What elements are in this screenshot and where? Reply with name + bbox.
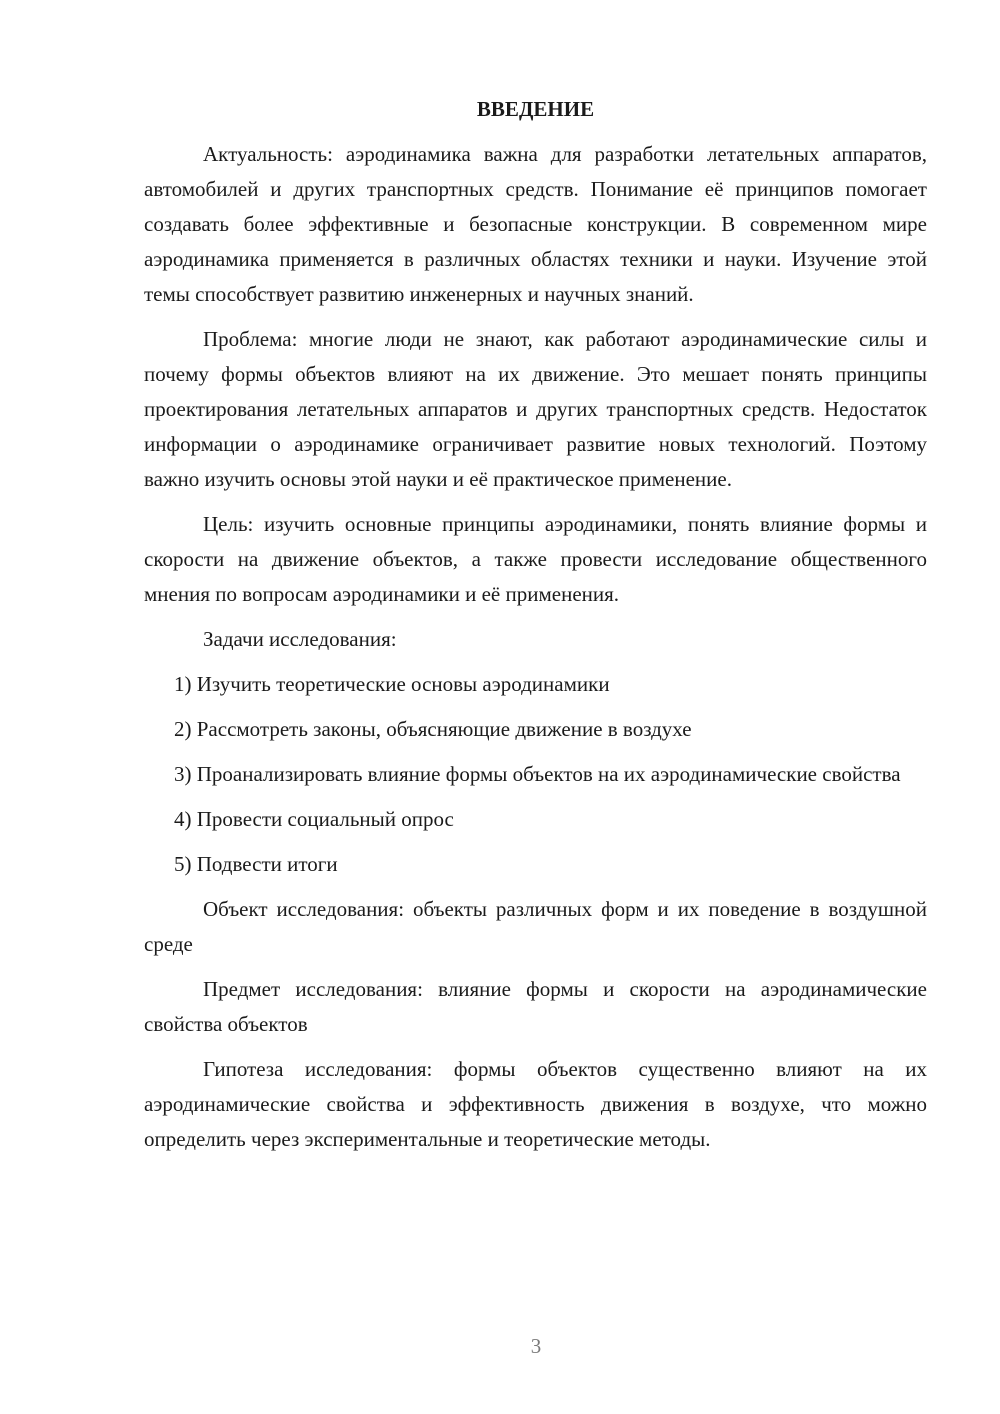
paragraph-relevance: Актуальность: аэродинамика важна для разработки летательных аппаратов, автомобилей и других транспортных средств. Понимание её принципов помогает создавать более эффективные и безопасные конструкции. В современном мире аэродинамика применяется в различных областях техники и науки. Изучение этой темы способствует развитию инженерных и научных знаний. <box>144 142 927 306</box>
paragraph-tasks-heading: Задачи исследования: <box>203 627 397 651</box>
page-number: 3 <box>530 1334 542 1358</box>
task-item-5: 5) Подвести итоги <box>174 852 338 876</box>
paragraph-subject: Предмет исследования: влияние формы и скорости на аэродинамические свойства объектов <box>144 977 927 1036</box>
document-page <box>144 92 927 1167</box>
task-item-1: 1) Изучить теоретические основы аэродинамики <box>174 672 610 696</box>
section-title: ВВЕДЕНИЕ <box>476 97 595 121</box>
paragraph-object: Объект исследования: объекты различных форм и их поведение в воздушной среде <box>144 897 927 956</box>
task-item-3: 3) Проанализировать влияние формы объектов на их аэродинамические свойства <box>174 762 901 786</box>
paragraph-problem: Проблема: многие люди не знают, как работают аэродинамические силы и почему формы объектов влияют на их движение. Это мешает понять принципы проектирования летательных аппаратов и других транспортных средств. Недостаток информации о аэродинамике ограничивает развитие новых технологий. Поэтому важно изучить основы этой науки и её практическое применение. <box>144 327 927 491</box>
task-item-2: 2) Рассмотреть законы, объясняющие движение в воздухе <box>174 717 692 741</box>
task-item-4: 4) Провести социальный опрос <box>174 807 454 831</box>
paragraph-goal: Цель: изучить основные принципы аэродинамики, понять влияние формы и скорости на движение объектов, а также провести исследование общественного мнения по вопросам аэродинамики и её применения. <box>144 512 927 606</box>
paragraph-hypothesis: Гипотеза исследования: формы объектов существенно влияют на их аэродинамические свойства и эффективность движения в воздухе, что можно определить через экспериментальные и теоретические методы. <box>144 1057 927 1151</box>
